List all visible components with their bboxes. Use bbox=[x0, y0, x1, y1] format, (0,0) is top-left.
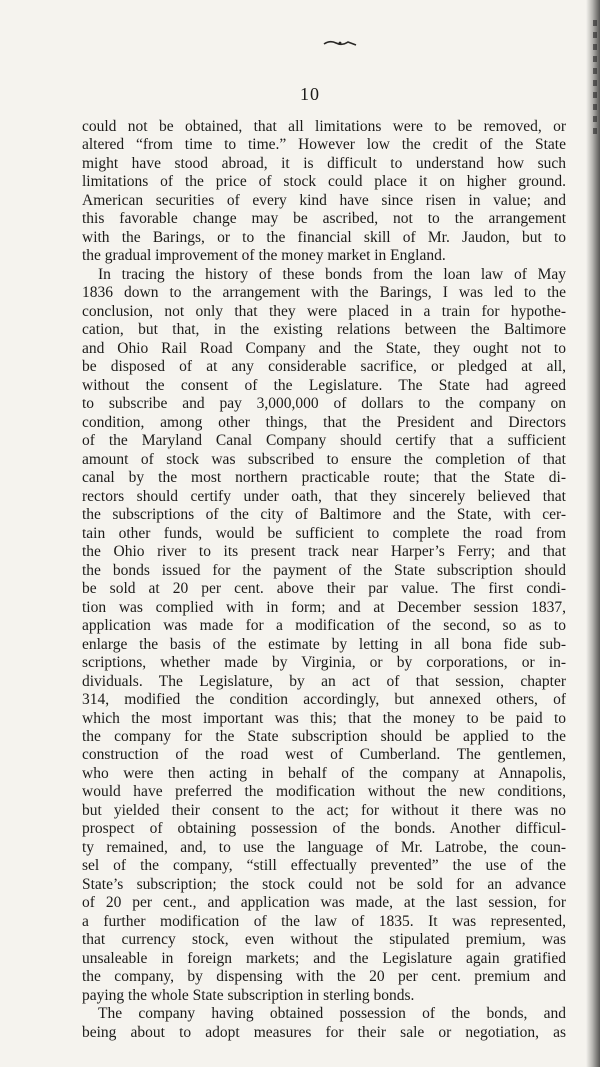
text-line: be sold at 20 per cent. above their par value. The first condi- bbox=[82, 580, 566, 598]
text-line: the gradual improvement of the money market in England. bbox=[82, 247, 446, 265]
text-line: sel of the company, “still effectually prevented” the use of the bbox=[82, 857, 566, 875]
text-line: limitations of the price of stock could place it on higher ground. bbox=[82, 173, 566, 191]
text-line: a further modification of the law of 1835. It was represented, bbox=[82, 912, 566, 930]
text-line: rectors should certify under oath, that they sincerely believed that bbox=[82, 487, 566, 505]
binding-shadow bbox=[586, 0, 600, 1067]
text-line: prospect of obtaining possession of the bonds. Another difficul- bbox=[82, 820, 566, 838]
text-line: altered “from time to time.” However low the credit of the State bbox=[82, 136, 566, 154]
text-line: application was made for a modification of the second, so as to bbox=[82, 617, 566, 635]
text-line: cation, but that, in the existing relations between the Baltimore bbox=[82, 321, 566, 339]
text-line: tion was complied with in form; and at December session 1837, bbox=[82, 598, 566, 616]
text-line: scriptions, whether made by Virginia, or by corporations, or in- bbox=[82, 654, 566, 672]
text-line: who were then acting in behalf of the company at Annapolis, bbox=[82, 764, 566, 782]
text-line: could not be obtained, that all limitations were to be removed, or bbox=[82, 118, 566, 135]
text-line: enlarge the basis of the estimate by letting in all bona fide sub- bbox=[82, 635, 566, 653]
text-line: American securities of every kind have since risen in value; and bbox=[82, 191, 566, 209]
text-line: In tracing the history of these bonds from the loan law of May bbox=[98, 265, 566, 283]
page-number: 10 bbox=[300, 84, 320, 104]
text-line: condition, among other things, that the President and Directors bbox=[82, 413, 566, 431]
text-line: conclusion, not only that they were placed in a train for hypothe- bbox=[82, 302, 566, 320]
text-line: ty remained, and, to use the language of Mr. Latrobe, the coun- bbox=[82, 838, 566, 856]
text-line: paying the whole State subscription in sterling bonds. bbox=[82, 986, 415, 1004]
text-line: to subscribe and pay 3,000,000 of dollars to the company on bbox=[82, 395, 566, 413]
text-line: The company having obtained possession of the bonds, and bbox=[98, 1005, 566, 1023]
text-line: which the most important was this; that the money to be paid to bbox=[82, 709, 566, 727]
text-line: but yielded their consent to the act; for without it there was no bbox=[82, 801, 566, 819]
body-text bbox=[82, 118, 566, 1042]
binding-edge bbox=[593, 20, 597, 140]
text-line: the subscriptions of the city of Baltimore and the State, with cer- bbox=[82, 506, 566, 524]
text-line: amount of stock was subscribed to ensure the completion of that bbox=[82, 450, 566, 468]
text-line: 314, modified the condition accordingly, but annexed others, of bbox=[82, 691, 566, 709]
text-line: the bonds issued for the payment of the State subscription should bbox=[82, 561, 566, 579]
text-line: the Ohio river to its present track near Harper’s Ferry; and that bbox=[82, 543, 566, 561]
text-line: tain other funds, would be sufficient to complete the road from bbox=[82, 524, 566, 542]
ink-mark-icon bbox=[322, 38, 358, 48]
text-line: without the consent of the Legislature. The State had agreed bbox=[82, 376, 566, 394]
text-line: 1836 down to the arrangement with the Barings, I was led to the bbox=[82, 284, 566, 302]
text-line: with the Barings, or to the financial skill of Mr. Jaudon, but to bbox=[82, 228, 566, 246]
text-line: the company, by dispensing with the 20 per cent. premium and bbox=[82, 968, 566, 986]
text-line: canal by the most northern practicable route; that the State di- bbox=[82, 469, 566, 487]
text-line: this favorable change may be ascribed, not to the arrangement bbox=[82, 210, 566, 228]
text-line: be disposed of at any considerable sacrifice, or pledged at all, bbox=[82, 358, 566, 376]
text-line: construction of the road west of Cumberland. The gentlemen, bbox=[82, 746, 566, 764]
text-line: dividuals. The Legislature, by an act of that session, chapter bbox=[82, 672, 566, 690]
text-line: might have stood abroad, it is difficult to understand how such bbox=[82, 154, 566, 172]
text-line: the company for the State subscription should be applied to the bbox=[82, 727, 566, 745]
text-line: of the Maryland Canal Company should certify that a sufficient bbox=[82, 432, 566, 450]
text-line: State’s subscription; the stock could not be sold for an advance bbox=[82, 875, 566, 893]
text-line: being about to adopt measures for their sale or negotiation, as bbox=[82, 1023, 566, 1041]
text-line: of 20 per cent., and application was made, at the last session, for bbox=[82, 894, 566, 912]
text-line: that currency stock, even without the stipulated premium, was bbox=[82, 931, 566, 949]
text-line: would have preferred the modification without the new conditions, bbox=[82, 783, 566, 801]
text-line: and Ohio Rail Road Company and the State, they ought not to bbox=[82, 339, 566, 357]
text-line: unsaleable in foreign markets; and the Legislature again gratified bbox=[82, 949, 566, 967]
